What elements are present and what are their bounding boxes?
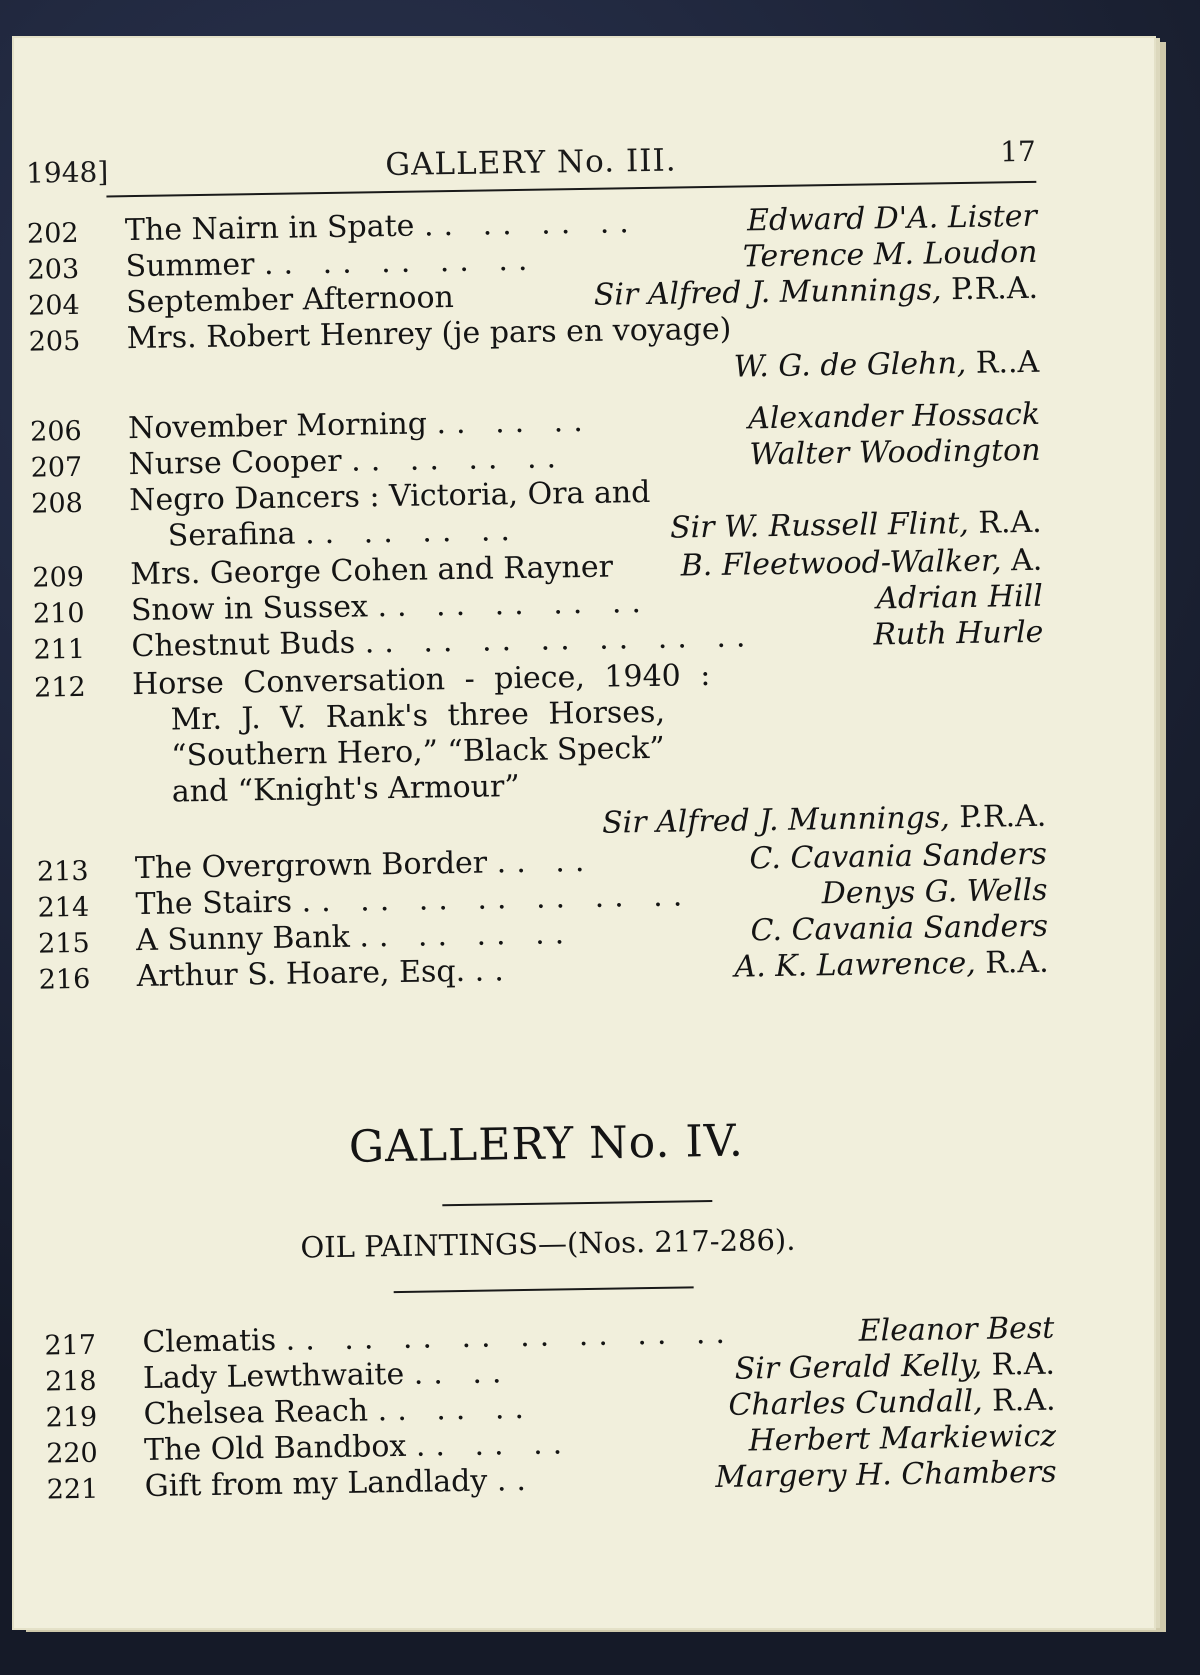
entry-artist: A. K. Lawrence, <box>734 945 976 985</box>
entry-title: The Nairn in Spate <box>124 208 415 249</box>
entry-title: Nurse Cooper <box>128 443 342 483</box>
entry-title-continued: Serafina <box>167 516 296 554</box>
leader-dots: .. .. .. .. .. .. .. <box>301 878 693 920</box>
entry-title: Clematis <box>142 1322 277 1361</box>
entry-artist: Alexander Hossack <box>747 396 1041 437</box>
entry-number: 205 <box>28 325 81 358</box>
entry-title: Mrs. Robert Henrey (je pars en voyage) <box>126 311 732 357</box>
entry-number: 203 <box>27 253 80 286</box>
entry-distinction: R.A. <box>991 1346 1056 1383</box>
leader-dots: .. .. .. .. <box>350 440 567 479</box>
leader-dots: .. .. .. .. <box>423 205 640 244</box>
leader-dots: .. .. .. <box>377 1390 535 1429</box>
entry-artist: Terence M. Loudon <box>742 234 1038 275</box>
entry-title: Negro Dancers : Victoria, Ora and <box>128 474 651 519</box>
entry-artist: Sir Alfred J. Munnings, <box>601 800 951 841</box>
entry-number: 215 <box>37 927 90 960</box>
entry-title: Horse Conversation - piece, 1940 : <box>131 658 711 703</box>
entry-distinction: R.A. <box>991 1382 1056 1419</box>
entry-title: The Stairs <box>135 884 293 923</box>
entry-number: 207 <box>30 451 83 484</box>
leader-dots: .. .. .. .. .. .. .. <box>364 619 756 661</box>
entry-number: 209 <box>32 561 85 594</box>
entry-number: 220 <box>45 1437 98 1470</box>
entry-title: September Afternoon <box>125 280 455 321</box>
section-title-gallery-iv: GALLERY No. IV. <box>348 1115 745 1173</box>
leader-dots: .. .. .. .. .. <box>377 584 652 625</box>
leader-dots: .. .. .. .. <box>359 916 575 955</box>
entry-title: Mrs. George Cohen and Rayner <box>130 549 614 593</box>
header-year: 1948] <box>25 155 109 190</box>
entry-artist: Sir Alfred J. Munnings, <box>593 272 942 313</box>
entry-number: 216 <box>38 963 91 996</box>
entry-number: 204 <box>27 289 80 322</box>
entry-title-continued: “Southern Hero,” “Black Speck” <box>170 730 665 774</box>
entry-title-continued: and “Knight's Armour” <box>171 769 520 810</box>
entry-number: 221 <box>46 1473 99 1506</box>
entry-title: November Morning <box>127 406 428 447</box>
entry-distinction: R..A <box>975 344 1040 381</box>
entry-artist: Eleanor Best <box>858 1310 1055 1349</box>
entry-artist: Herbert Markiewicz <box>748 1418 1057 1459</box>
leader-dots: .. <box>496 1462 537 1499</box>
leader-dots: .. .. .. <box>415 1426 573 1464</box>
entry-artist: Charles Cundall, <box>728 1383 983 1423</box>
entry-artist: C. Cavania Sanders <box>750 908 1049 949</box>
entry-number: 206 <box>29 415 82 448</box>
entry-distinction: P.R.A. <box>959 798 1047 836</box>
header-title: GALLERY No. III. <box>385 142 677 184</box>
leader-dots: .. .. .. <box>436 403 594 442</box>
entry-number: 219 <box>45 1401 98 1434</box>
entry-distinction: P.R.A. <box>950 270 1039 308</box>
entry-artist: B. Fleetwood-Walker, <box>680 543 1002 584</box>
entry-number: 218 <box>44 1365 97 1398</box>
entry-artist: C. Cavania Sanders <box>749 836 1048 877</box>
page-content <box>14 38 1154 1628</box>
entry-title-continued: Mr. J. V. Rank's three Horses, <box>170 694 666 738</box>
entry-number: 202 <box>26 217 79 250</box>
entry-title: The Overgrown Border <box>134 845 488 887</box>
page-header <box>26 131 1037 197</box>
entry-number: 213 <box>36 855 89 888</box>
entry-title: Snow in Sussex <box>130 589 369 629</box>
entry-artist: Denys G. Wells <box>821 872 1048 912</box>
entry-title: Gift from my Landlady <box>144 1463 488 1504</box>
entry-title: The Old Bandbox <box>143 1428 407 1469</box>
entry-title: A Sunny Bank <box>135 919 351 959</box>
leader-dots: .. .. .. .. .. .. .. .. <box>285 1315 736 1358</box>
book-page <box>14 38 1154 1628</box>
entry-artist: Walter Woodington <box>749 432 1041 473</box>
section-rule-bottom <box>394 1286 694 1292</box>
entry-number: 211 <box>33 633 86 666</box>
entry-artist: Margery H. Chambers <box>715 1454 1057 1496</box>
entry-distinction: R.A. <box>984 944 1049 981</box>
section-subtitle: OIL PAINTINGS—(Nos. 217-286). <box>300 1222 796 1265</box>
entry-title: Chestnut Buds <box>131 625 356 665</box>
entry-number: 214 <box>37 891 90 924</box>
entry-distinction: A. <box>1010 542 1043 579</box>
entry-distinction: R.A. <box>978 504 1042 541</box>
entry-title: Arthur S. Hoare, Esq. <box>136 953 466 995</box>
entry-artist: Edward D'A. Lister <box>746 198 1038 239</box>
leader-dots: .. .. <box>413 1355 512 1392</box>
entry-artist: W. G. de Glehn, <box>733 345 967 385</box>
entry-number: 212 <box>33 671 86 704</box>
page-number: 17 <box>999 134 1037 169</box>
entry-artist: Sir Gerald Kelly, <box>734 1347 983 1387</box>
entry-title: Lady Lewthwaite <box>142 1356 405 1397</box>
entry-artist: Ruth Hurle <box>873 614 1044 653</box>
section-rule-top <box>442 1200 712 1206</box>
entry-number: 208 <box>31 487 84 520</box>
entry-artist: Adrian Hill <box>876 578 1044 617</box>
leader-dots: .. <box>474 953 515 989</box>
leader-dots: .. .. .. .. <box>304 512 521 552</box>
leader-dots: .. .. .. .. .. <box>263 242 538 282</box>
entry-title: Summer <box>125 247 255 285</box>
leader-dots: .. .. <box>496 843 595 881</box>
entry-number: 217 <box>44 1329 97 1362</box>
entry-artist: Sir W. Russell Flint, <box>669 505 970 546</box>
entry-number: 210 <box>32 597 85 630</box>
entry-title: Chelsea Reach <box>143 1393 369 1433</box>
